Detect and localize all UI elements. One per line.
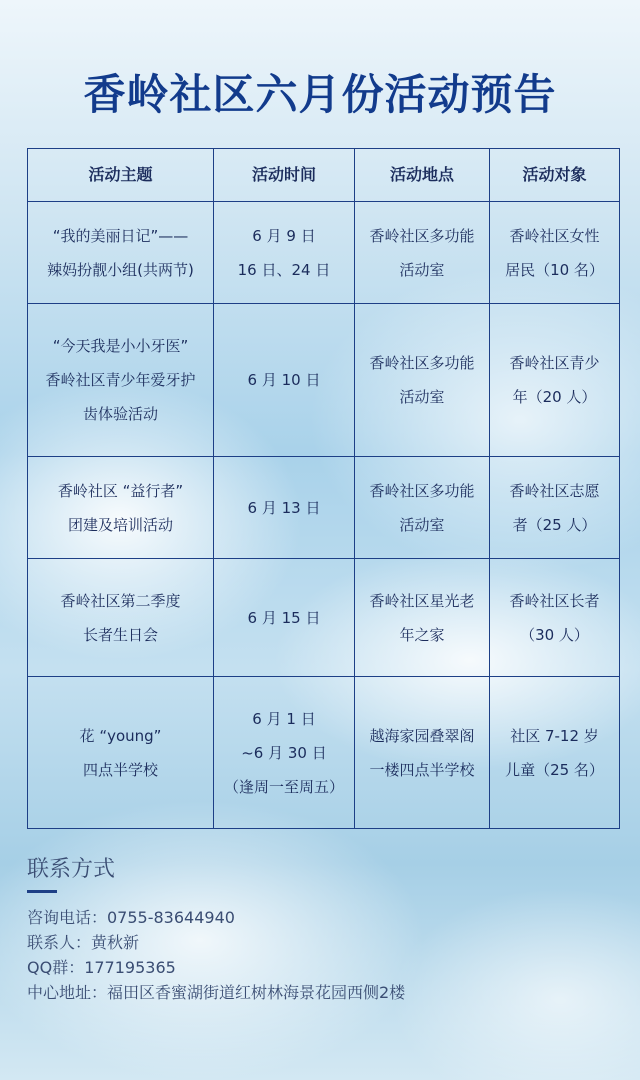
contact-address: 中心地址：福田区香蜜湖街道红树林海景花园西侧2楼 bbox=[27, 983, 406, 1002]
cell-place: 香岭社区多功能 活动室 bbox=[355, 457, 490, 559]
table-row bbox=[28, 304, 620, 457]
cell-time: 6 月 13 日 bbox=[214, 457, 355, 559]
header-target: 活动对象 bbox=[490, 149, 620, 202]
contact-qq: QQ群：177195365 bbox=[27, 958, 176, 977]
cell-theme: “今天我是小小牙医” 香岭社区青少年爱牙护 齿体验活动 bbox=[28, 304, 214, 457]
table-row bbox=[28, 457, 620, 559]
cell-place: 越海家园叠翠阁 一楼四点半学校 bbox=[355, 677, 490, 829]
table-header-row bbox=[28, 149, 620, 202]
table-row bbox=[28, 677, 620, 829]
table-row bbox=[28, 202, 620, 304]
cell-place: 香岭社区多功能 活动室 bbox=[355, 304, 490, 457]
activity-table bbox=[27, 148, 620, 829]
cell-time: 6 月 10 日 bbox=[214, 304, 355, 457]
cell-theme: 香岭社区第二季度 长者生日会 bbox=[28, 559, 214, 677]
contact-heading: 联系方式 bbox=[27, 857, 116, 882]
cell-theme: 香岭社区 “益行者” 团建及培训活动 bbox=[28, 457, 214, 559]
cell-theme: 花 “young” 四点半学校 bbox=[28, 677, 214, 829]
cell-place: 香岭社区星光老 年之家 bbox=[355, 559, 490, 677]
header-place: 活动地点 bbox=[355, 149, 490, 202]
cell-target: 香岭社区青少 年（20 人） bbox=[490, 304, 620, 457]
cell-time: 6 月 9 日 16 日、24 日 bbox=[214, 202, 355, 304]
cell-time: 6 月 1 日 ~6 月 30 日 （逢周一至周五） bbox=[214, 677, 355, 829]
cell-theme: “我的美丽日记”—— 辣妈扮靓小组(共两节) bbox=[28, 202, 214, 304]
cell-time: 6 月 15 日 bbox=[214, 559, 355, 677]
cell-target: 香岭社区长者 （30 人） bbox=[490, 559, 620, 677]
cell-target: 香岭社区女性 居民（10 名） bbox=[490, 202, 620, 304]
contact-person: 联系人：黄秋新 bbox=[27, 933, 140, 952]
cell-target: 社区 7-12 岁 儿童（25 名） bbox=[490, 677, 620, 829]
cell-place: 香岭社区多功能 活动室 bbox=[355, 202, 490, 304]
contact-phone: 咨询电话：0755-83644940 bbox=[27, 908, 235, 927]
header-theme: 活动主题 bbox=[28, 149, 214, 202]
contact-divider bbox=[27, 890, 57, 893]
table-row bbox=[28, 559, 620, 677]
page-title: 香岭社区六月份活动预告 bbox=[83, 70, 557, 119]
cell-target: 香岭社区志愿 者（25 人） bbox=[490, 457, 620, 559]
header-time: 活动时间 bbox=[214, 149, 355, 202]
